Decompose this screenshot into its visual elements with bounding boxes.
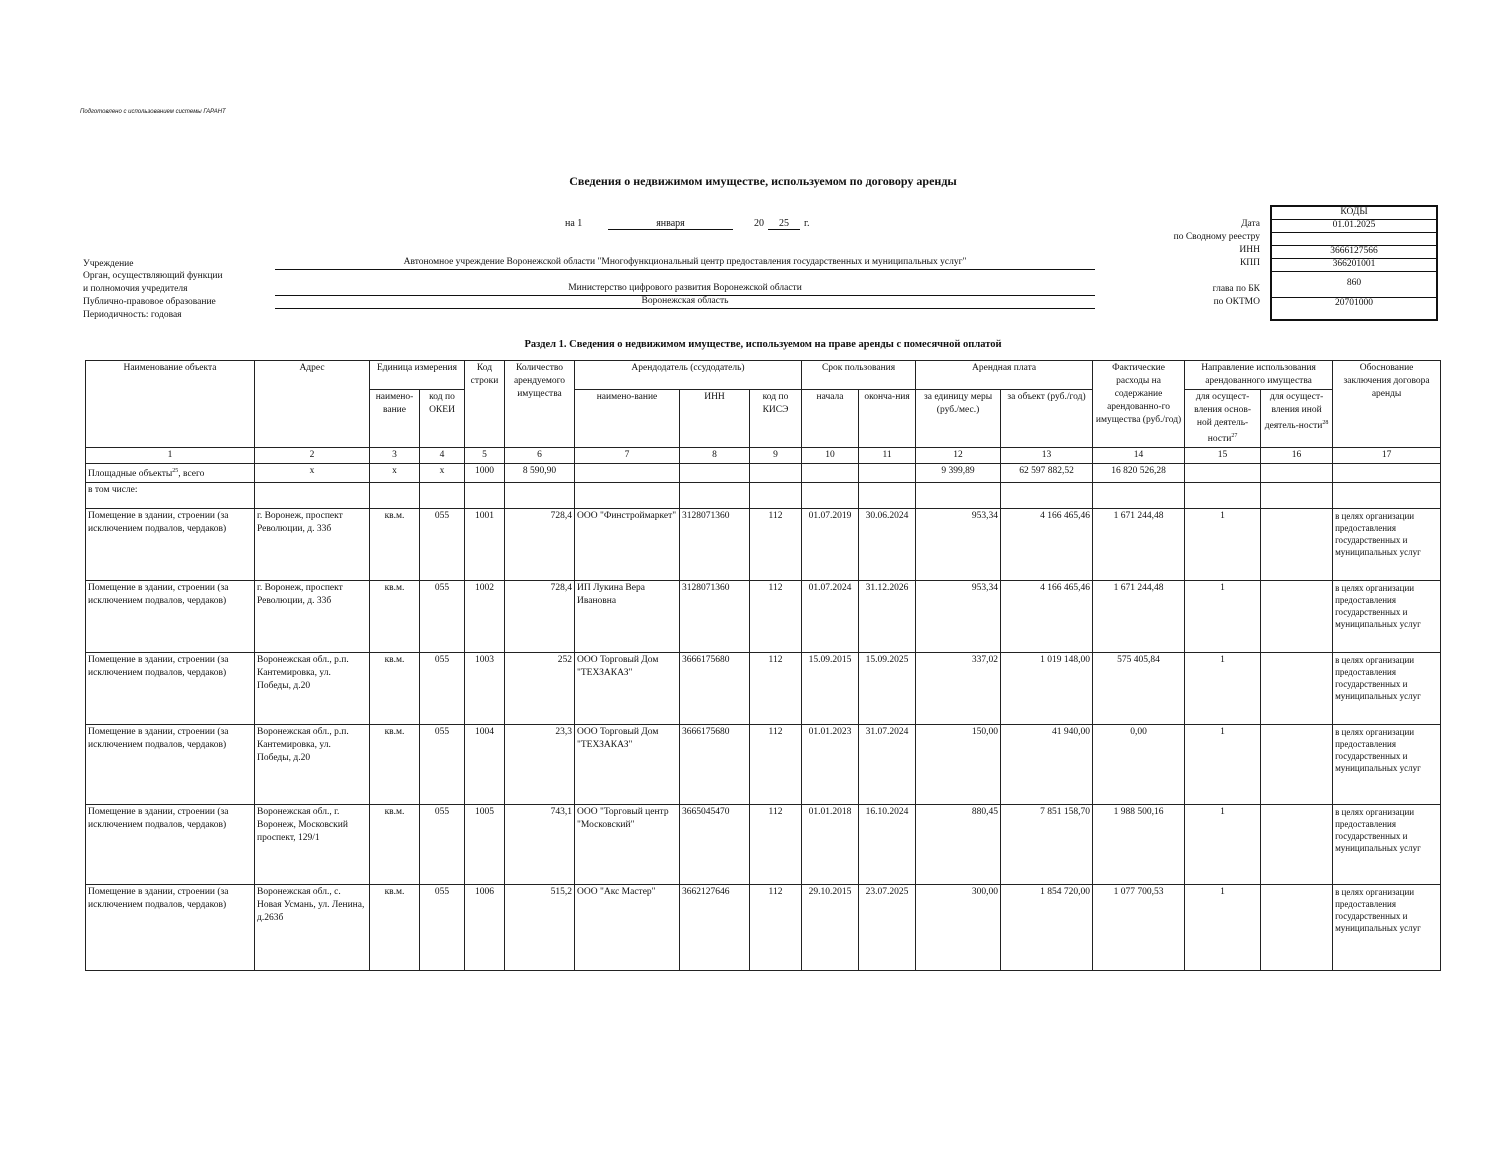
- row-inn: 3665045470: [680, 805, 750, 885]
- total-row: [86, 464, 1441, 483]
- row-address: Воронежская обл., р.п. Кантемировка, ул. Победы, д.20: [255, 725, 370, 805]
- label-periodicity: Периодичность: годовая: [83, 310, 182, 320]
- row-rent-unit: 953,34: [916, 581, 1001, 653]
- row-start: 01.01.2018: [802, 805, 859, 885]
- row-dir-other: [1261, 581, 1333, 653]
- row-lessor: ООО "Торговый центр "Московский": [575, 805, 680, 885]
- label-organ-2: и полномочия учредителя: [83, 284, 188, 294]
- label-date: Дата: [1241, 219, 1260, 229]
- hdr-basis: Обоснование заключения договора аренды: [1333, 361, 1441, 448]
- row-dir-other: [1261, 509, 1333, 581]
- including-label: в том числе:: [86, 483, 255, 509]
- row-end: 15.09.2025: [859, 653, 916, 725]
- hdr-rent-unit: за единицу меры (руб./мес.): [916, 390, 1001, 448]
- row-unit: кв.м.: [370, 725, 420, 805]
- row-dir-main: 1: [1185, 509, 1261, 581]
- hdr-term-end: оконча-ния: [859, 390, 916, 448]
- hdr-unit-name: наимено-вание: [370, 390, 420, 448]
- row-name: Помещение в здании, строении (за исключением подвалов, чердаков): [86, 725, 255, 805]
- row-basis: в целях организации предоставления государственных и муниципальных услуг: [1333, 805, 1441, 885]
- date-year-prefix: 20: [754, 218, 764, 229]
- column-number: 15: [1185, 448, 1261, 464]
- row-basis: в целях организации предоставления государственных и муниципальных услуг: [1333, 725, 1441, 805]
- table-row: [86, 653, 1441, 725]
- row-unit: кв.м.: [370, 509, 420, 581]
- row-code: 1002: [465, 581, 505, 653]
- row-kise: 112: [750, 509, 802, 581]
- row-basis: в целях организации предоставления государственных и муниципальных услуг: [1333, 581, 1441, 653]
- row-inn: 3662127646: [680, 885, 750, 971]
- row-rent-unit: 150,00: [916, 725, 1001, 805]
- row-okei: 055: [420, 509, 465, 581]
- row-inn: 3128071360: [680, 581, 750, 653]
- total-rent-object: 62 597 882,52: [1001, 464, 1093, 483]
- row-actual: 575 405,84: [1093, 653, 1185, 725]
- row-end: 31.07.2024: [859, 725, 916, 805]
- row-address: Воронежская обл., с. Новая Усмань, ул. Ленина, д.263б: [255, 885, 370, 971]
- row-lessor: ООО Торговый Дом "ТЕХЗАКАЗ": [575, 725, 680, 805]
- row-kise: 112: [750, 885, 802, 971]
- column-number: 5: [465, 448, 505, 464]
- hdr-lessor: Арендодатель (ссудодатель): [575, 361, 802, 390]
- row-rent-object: 1 019 148,00: [1001, 653, 1093, 725]
- document-title: Сведения о недвижимом имуществе, используемом по договору аренды: [569, 174, 957, 188]
- row-inn: 3666175680: [680, 653, 750, 725]
- column-number: 12: [916, 448, 1001, 464]
- column-number: 13: [1001, 448, 1093, 464]
- row-start: 01.01.2023: [802, 725, 859, 805]
- row-okei: 055: [420, 725, 465, 805]
- total-address: x: [255, 464, 370, 483]
- row-name: Помещение в здании, строении (за исключением подвалов, чердаков): [86, 805, 255, 885]
- row-start: 01.07.2019: [802, 509, 859, 581]
- section-title: Раздел 1. Сведения о недвижимом имуществе, используемом на праве аренды с помесячной оплатой: [524, 339, 1002, 350]
- row-unit: кв.м.: [370, 581, 420, 653]
- row-basis: в целях организации предоставления государственных и муниципальных услуг: [1333, 653, 1441, 725]
- label-registry: по Сводному реестру: [1173, 232, 1260, 242]
- column-number: 17: [1333, 448, 1441, 464]
- row-code: 1005: [465, 805, 505, 885]
- row-inn: 3128071360: [680, 509, 750, 581]
- code-kpp: 366201001: [1272, 259, 1436, 272]
- hdr-unit: Единица измерения: [370, 361, 465, 390]
- label-institution: Учреждение: [83, 259, 134, 269]
- hdr-rent: Арендная плата: [916, 361, 1093, 390]
- row-kise: 112: [750, 805, 802, 885]
- row-kise: 112: [750, 581, 802, 653]
- hdr-term-start: начала: [802, 390, 859, 448]
- column-number: 9: [750, 448, 802, 464]
- row-quantity: 252: [505, 653, 575, 725]
- row-basis: в целях организации предоставления государственных и муниципальных услуг: [1333, 885, 1441, 971]
- total-quantity: 8 590,90: [505, 464, 575, 483]
- row-actual: 1 077 700,53: [1093, 885, 1185, 971]
- row-quantity: 728,4: [505, 509, 575, 581]
- row-address: г. Воронеж, проспект Революции, д. 33б: [255, 509, 370, 581]
- column-number: 14: [1093, 448, 1185, 464]
- organ-value: Министерство цифрового развития Воронежской области: [275, 282, 1095, 296]
- total-actual: 16 820 526,28: [1093, 464, 1185, 483]
- label-oktmo: по ОКТМО: [1213, 297, 1260, 307]
- row-address: г. Воронеж, проспект Революции, д. 33б: [255, 581, 370, 653]
- table-row: [86, 805, 1441, 885]
- row-kise: 112: [750, 725, 802, 805]
- row-rent-object: 41 940,00: [1001, 725, 1093, 805]
- property-table: [85, 360, 1441, 971]
- hdr-unit-okei: код по ОКЕИ: [420, 390, 465, 448]
- column-numbers-row: [86, 448, 1441, 464]
- row-lessor: ООО "Акс Мастер": [575, 885, 680, 971]
- row-address: Воронежская обл., г. Воронеж, Московский проспект, 129/1: [255, 805, 370, 885]
- row-actual: 1 988 500,16: [1093, 805, 1185, 885]
- column-number: 4: [420, 448, 465, 464]
- row-rent-unit: 953,34: [916, 509, 1001, 581]
- row-dir-main: 1: [1185, 805, 1261, 885]
- hdr-direction: Направление использования арендованного имущества: [1185, 361, 1333, 390]
- row-actual: 1 671 244,48: [1093, 581, 1185, 653]
- label-public-entity: Публично-правовое образование: [83, 297, 216, 307]
- row-name: Помещение в здании, строении (за исключением подвалов, чердаков): [86, 581, 255, 653]
- row-dir-other: [1261, 885, 1333, 971]
- row-rent-object: 1 854 720,00: [1001, 885, 1093, 971]
- column-number: 16: [1261, 448, 1333, 464]
- row-unit: кв.м.: [370, 653, 420, 725]
- column-number: 6: [505, 448, 575, 464]
- total-okei: x: [420, 464, 465, 483]
- row-kise: 112: [750, 653, 802, 725]
- table-row: [86, 509, 1441, 581]
- row-code: 1001: [465, 509, 505, 581]
- row-name: Помещение в здании, строении (за исключением подвалов, чердаков): [86, 509, 255, 581]
- row-okei: 055: [420, 581, 465, 653]
- hdr-row-code: Код строки: [465, 361, 505, 448]
- label-kpp: КПП: [1239, 258, 1260, 268]
- row-end: 31.12.2026: [859, 581, 916, 653]
- row-dir-main: 1: [1185, 725, 1261, 805]
- column-number: 11: [859, 448, 916, 464]
- column-number: 2: [255, 448, 370, 464]
- row-code: 1004: [465, 725, 505, 805]
- row-dir-main: 1: [1185, 581, 1261, 653]
- total-code: 1000: [465, 464, 505, 483]
- date-month: января: [608, 218, 733, 230]
- row-lessor: ИП Лукина Вера Ивановна: [575, 581, 680, 653]
- hdr-lessor-inn: ИНН: [680, 390, 750, 448]
- row-dir-main: 1: [1185, 885, 1261, 971]
- including-row: [86, 483, 1441, 509]
- row-rent-object: 7 851 158,70: [1001, 805, 1093, 885]
- hdr-dir-main: для осущест-вления основ-ной деятель-ности$^{27}$: [1185, 390, 1261, 448]
- date-prefix: на 1: [565, 218, 583, 229]
- row-okei: 055: [420, 885, 465, 971]
- row-okei: 055: [420, 653, 465, 725]
- hdr-quantity: Количество арендуемого имущества: [505, 361, 575, 448]
- table-row: [86, 885, 1441, 971]
- row-end: 23.07.2025: [859, 885, 916, 971]
- row-dir-main: 1: [1185, 653, 1261, 725]
- row-address: Воронежская обл., р.п. Кантемировка, ул. Победы, д.20: [255, 653, 370, 725]
- row-inn: 3666175680: [680, 725, 750, 805]
- total-unit: x: [370, 464, 420, 483]
- column-number: 8: [680, 448, 750, 464]
- codes-header: КОДЫ: [1272, 207, 1436, 220]
- date-suffix: г.: [804, 218, 810, 229]
- codes-box: [1270, 205, 1438, 321]
- label-organ-1: Орган, осуществляющий функции: [83, 271, 223, 281]
- code-date: 01.01.2025: [1272, 220, 1436, 233]
- row-end: 16.10.2024: [859, 805, 916, 885]
- row-quantity: 743,1: [505, 805, 575, 885]
- table-row: [86, 581, 1441, 653]
- row-quantity: 23,3: [505, 725, 575, 805]
- row-end: 30.06.2024: [859, 509, 916, 581]
- row-quantity: 728,4: [505, 581, 575, 653]
- date-year: 25: [768, 218, 800, 230]
- row-rent-unit: 337,02: [916, 653, 1001, 725]
- column-number: 7: [575, 448, 680, 464]
- row-lessor: ООО "Финстроймаркет": [575, 509, 680, 581]
- total-label: Площадные объекты$^{25}$, всего: [86, 464, 255, 483]
- row-unit: кв.м.: [370, 885, 420, 971]
- row-rent-unit: 300,00: [916, 885, 1001, 971]
- code-registry: [1272, 233, 1436, 246]
- hdr-term: Срок пользования: [802, 361, 916, 390]
- label-inn: ИНН: [1239, 245, 1260, 255]
- total-rent-unit: 9 399,89: [916, 464, 1001, 483]
- row-start: 01.07.2024: [802, 581, 859, 653]
- hdr-lessor-name: наимено-вание: [575, 390, 680, 448]
- column-number: 3: [370, 448, 420, 464]
- column-number: 1: [86, 448, 255, 464]
- row-unit: кв.м.: [370, 805, 420, 885]
- institution-value: Автономное учреждение Воронежской области "Многофункциональный центр предоставления государственных и муниципальных услуг": [275, 256, 1095, 270]
- row-dir-other: [1261, 725, 1333, 805]
- hdr-name: Наименование объекта: [86, 361, 255, 448]
- row-code: 1003: [465, 653, 505, 725]
- row-rent-unit: 880,45: [916, 805, 1001, 885]
- label-bk: глава по БК: [1212, 284, 1260, 294]
- hdr-actual: Фактические расходы на содержание арендованно-го имущества (руб./год): [1093, 361, 1185, 448]
- row-okei: 055: [420, 805, 465, 885]
- row-rent-object: 4 166 465,46: [1001, 581, 1093, 653]
- hdr-dir-other: для осущест-вления иной деятель-ности$^{28}$: [1261, 390, 1333, 448]
- row-dir-other: [1261, 805, 1333, 885]
- row-name: Помещение в здании, строении (за исключением подвалов, чердаков): [86, 885, 255, 971]
- row-dir-other: [1261, 653, 1333, 725]
- garant-note: Подготовлено с использованием системы ГАРАНТ: [80, 109, 226, 115]
- code-inn: 3666127566: [1272, 246, 1436, 259]
- column-number: 10: [802, 448, 859, 464]
- hdr-lessor-kise: код по КИСЭ: [750, 390, 802, 448]
- code-oktmo: 20701000: [1335, 298, 1373, 308]
- row-start: 29.10.2015: [802, 885, 859, 971]
- row-rent-object: 4 166 465,46: [1001, 509, 1093, 581]
- row-basis: в целях организации предоставления государственных и муниципальных услуг: [1333, 509, 1441, 581]
- code-bk: 860: [1272, 272, 1436, 298]
- row-start: 15.09.2015: [802, 653, 859, 725]
- hdr-address: Адрес: [255, 361, 370, 448]
- row-name: Помещение в здании, строении (за исключением подвалов, чердаков): [86, 653, 255, 725]
- public-entity-value: Воронежская область: [275, 295, 1095, 309]
- row-actual: 0,00: [1093, 725, 1185, 805]
- row-quantity: 515,2: [505, 885, 575, 971]
- table-row: [86, 725, 1441, 805]
- hdr-rent-object: за объект (руб./год): [1001, 390, 1093, 448]
- row-lessor: ООО Торговый Дом "ТЕХЗАКАЗ": [575, 653, 680, 725]
- row-actual: 1 671 244,48: [1093, 509, 1185, 581]
- row-code: 1006: [465, 885, 505, 971]
- header-row-1: [86, 361, 1441, 390]
